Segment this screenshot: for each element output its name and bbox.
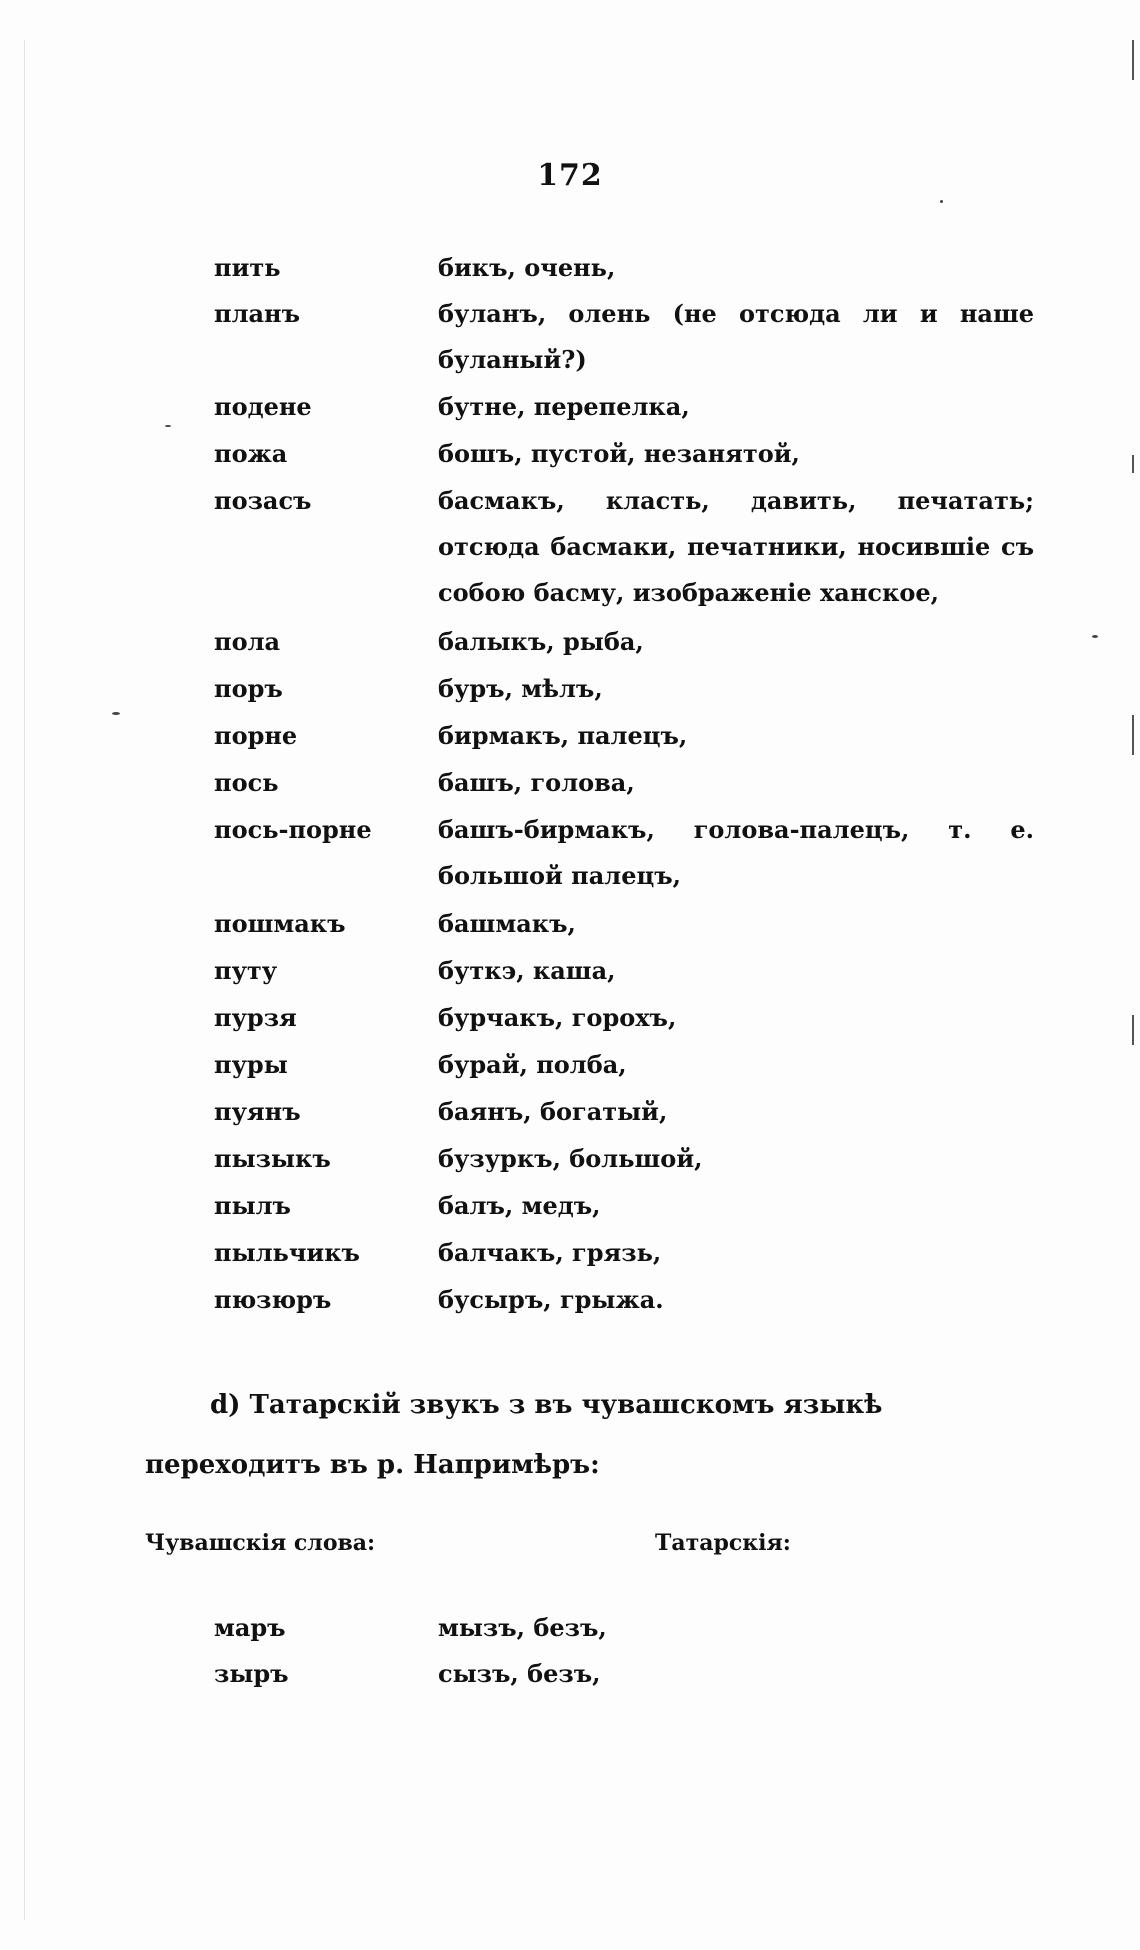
page-number: 172 [537,158,603,193]
chuvash-word: пыльчикъ [214,1238,360,1267]
scan-edge-mark [1132,40,1134,80]
tatar-gloss: буланъ, олень (не отсюда ли и наше буланый?) [438,299,1034,374]
tatar-gloss: буръ, мѣлъ, [438,674,603,703]
chuvash-word: поръ [214,674,283,703]
tatar-gloss: бурчакъ, горохъ, [438,1003,677,1032]
chuvash-word: подене [214,392,312,421]
tatar-gloss: балчакъ, грязь, [438,1238,662,1267]
chuvash-word: позасъ [214,486,312,515]
chuvash-word: зыръ [214,1659,289,1688]
chuvash-word: пола [214,627,281,656]
tatar-gloss: балъ, медъ, [438,1191,601,1220]
tatar-gloss: бузуркъ, большой, [438,1144,703,1173]
chuvash-word: маръ [214,1613,286,1642]
chuvash-word: пошмакъ [214,909,346,938]
chuvash-word: планъ [214,299,301,328]
tatar-gloss: мызъ, безъ, [438,1613,607,1642]
scan-edge-mark [1132,455,1134,473]
chuvash-word: пуры [214,1050,288,1079]
tatar-gloss: бурай, полба, [438,1050,627,1079]
chuvash-word: порне [214,721,298,750]
column-heading-tatar: Татарскія: [655,1530,791,1556]
scan-speck [940,200,943,203]
chuvash-word: путу [214,956,278,985]
tatar-gloss: башъ, голова, [438,768,635,797]
tatar-gloss: башмакъ, [438,909,576,938]
page-edge-line [24,40,25,1920]
tatar-gloss: бирмакъ, палецъ, [438,721,688,750]
chuvash-word: пурзя [214,1003,297,1032]
chuvash-word: пось-порне [214,815,372,844]
tatar-gloss: башъ-бирмакъ, голова-палецъ, т. е. большой палецъ, [438,815,1034,890]
chuvash-word: пюзюръ [214,1285,332,1314]
scan-edge-mark [1132,1015,1134,1045]
tatar-gloss: бусыръ, грыжа. [438,1285,664,1314]
scan-edge-mark [1132,715,1134,755]
scan-speck [1092,635,1098,638]
scan-speck [112,712,120,715]
chuvash-word: пожа [214,439,288,468]
tatar-gloss: буткэ, каша, [438,956,616,985]
chuvash-word: пось [214,768,279,797]
chuvash-word: пызыкъ [214,1144,331,1173]
column-heading-chuvash: Чувашскія слова: [145,1530,376,1556]
chuvash-word: пылъ [214,1191,291,1220]
scan-speck [165,425,171,427]
tatar-gloss: бутне, перепелка, [438,392,690,421]
chuvash-word: пуянъ [214,1097,301,1126]
tatar-gloss: бикъ, очень, [438,253,616,282]
tatar-gloss: басмакъ, класть, давить, печатать; отсюда басмаки, печатники, носившіе съ собою басму, изображеніе ханское, [438,486,1034,607]
tatar-gloss: балыкъ, рыба, [438,627,644,656]
tatar-gloss: баянъ, богатый, [438,1097,668,1126]
section-d-paragraph: d) Татарскій звукъ з въ чувашскомъ языкѣ переходитъ въ р. Напримѣръ: [145,1390,883,1480]
tatar-gloss: бошъ, пустой, незанятой, [438,439,800,468]
tatar-gloss: сызъ, безъ, [438,1659,601,1688]
chuvash-word: пить [214,253,281,282]
